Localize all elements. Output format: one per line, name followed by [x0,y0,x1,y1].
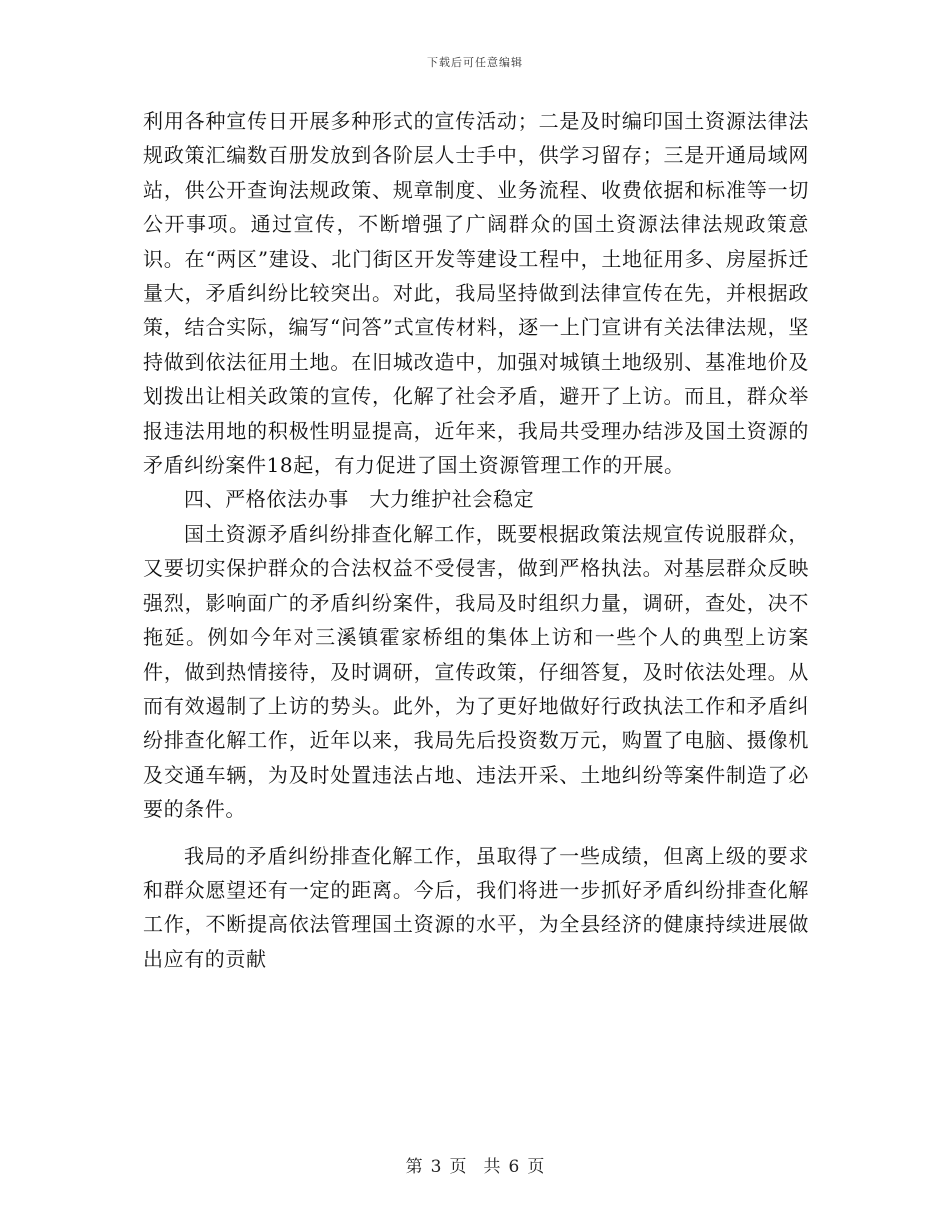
footer-current-page: 3 [430,1157,442,1177]
footer-suffix: 页 [527,1157,545,1177]
paragraph-1: 利用各种宣传日开展多种形式的宣传活动；二是及时编印国土资源法律法规政策汇编数百册发放到各阶层人士手中，供学习留存；三是开通局域网站，供公开查询法规政策、规章制度、业务流程、收费依据和标准等一切公开事项。通过宣传，不断增强了广阔群众的国土资源法律法规政策意识。在“两区”建设、北门街区开发等建设工程中，土地征用多、房屋拆迁量大，矛盾纠纷比较突出。对此，我局坚持做到法律宣传在先，并根据政策，结合实际，编写“问答”式宣传材料，逐一上门宣讲有关法律法规，坚持做到依法征用土地。在旧城改造中，加强对城镇土地级别、基准地价及划拨出让相关政策的宣传，化解了社会矛盾，避开了上访。而且，群众举报违法用地的积极性明显提高，近年来，我局共受理办结涉及国土资源的矛盾纠纷案件18起，有力促进了国土资源管理工作的开展。 [143,109,809,478]
paragraph-2: 国土资源矛盾纠纷排查化解工作，既要根据政策法规宣传说服群众，又要切实保护群众的合法权益不受侵害，做到严格执法。对基层群众反映强烈，影响面广的矛盾纠纷案件，我局及时组织力量，调研，查处，决不拖延。例如今年对三溪镇霍家桥组的集体上访和一些个人的典型上访案件，做到热情接待，及时调研，宣传政策，仔细答复，及时依法处理。从而有效遏制了上访的势头。此外，为了更好地做好行政执法工作和矛盾纠纷排查化解工作，近年以来，我局先后投资数万元，购置了电脑、摄像机及交通车辆，为及时处置违法占地、违法开采、土地纠纷等案件制造了必要的条件。 [143,521,809,822]
page-footer [0,1152,950,1177]
footer-middle: 页 共 [449,1157,501,1177]
section-heading: 四、严格依法办事 大力维护社会稳定 [184,487,535,512]
paragraph-3: 我局的矛盾纠纷排查化解工作，虽取得了一些成绩，但离上级的要求和群众愿望还有一定的距离。今后，我们将进一步抓好矛盾纠纷排查化解工作，不断提高依法管理国土资源的水平，为全县经济的健康持续进展做出应有的贡献 [143,843,809,971]
page-header: 下载后可任意编辑 [427,56,523,69]
footer-total-pages: 6 [508,1157,520,1177]
footer-prefix: 第 [405,1157,423,1177]
document-body [143,104,809,976]
